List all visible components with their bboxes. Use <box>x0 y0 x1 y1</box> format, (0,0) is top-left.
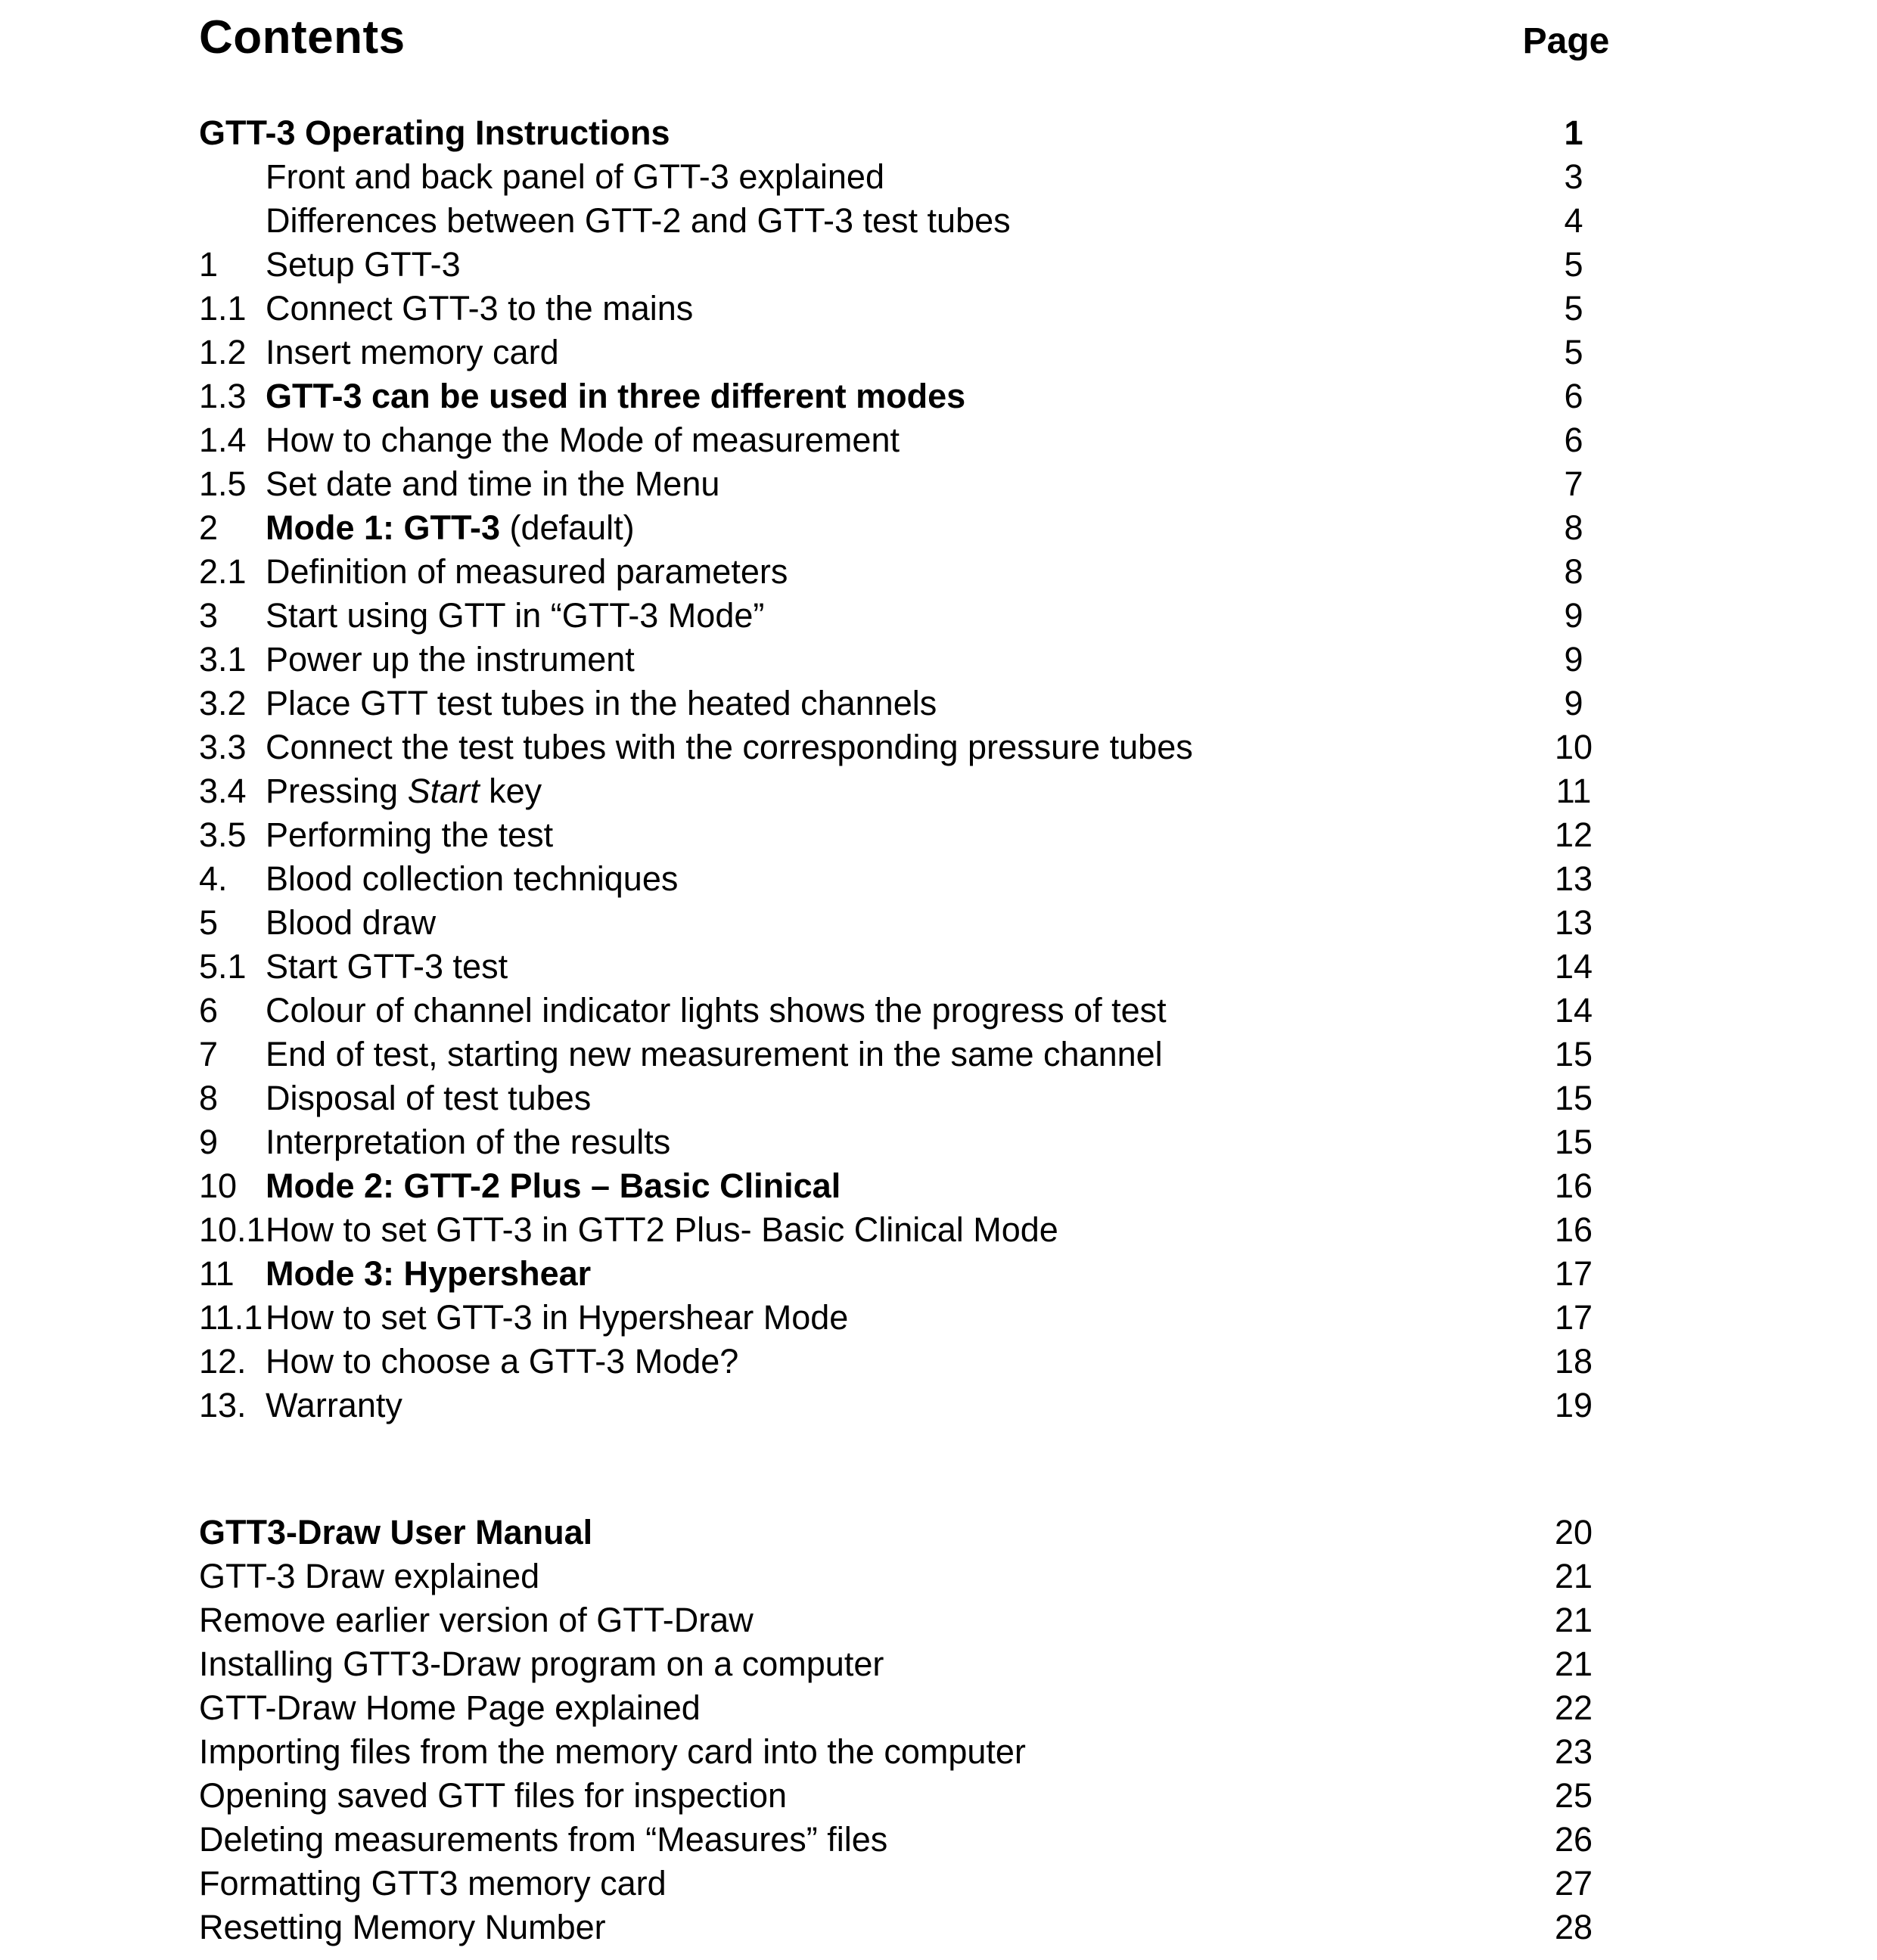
item-title <box>266 331 1524 374</box>
page-number: 21 <box>1554 1557 1593 1595</box>
item-title <box>266 1384 1524 1427</box>
toc-row <box>199 374 1623 418</box>
item-number: 3.2 <box>199 684 247 722</box>
toc-row <box>199 1296 1623 1340</box>
page-number: 12 <box>1554 815 1593 854</box>
item-title <box>266 418 1524 462</box>
page-number: 18 <box>1554 1342 1593 1381</box>
page-number: 6 <box>1564 377 1583 415</box>
toc-row <box>199 1555 1623 1598</box>
item-title <box>266 813 1524 857</box>
item-title <box>266 199 1524 243</box>
item-title <box>199 1642 1524 1686</box>
item-title <box>266 506 1524 550</box>
item-number: 2 <box>199 508 219 547</box>
item-number: 1.5 <box>199 464 247 503</box>
toc-row <box>199 813 1623 857</box>
item-title <box>266 1076 1524 1120</box>
toc-row <box>199 1686 1623 1730</box>
item-title <box>266 901 1524 945</box>
toc-row <box>199 1164 1623 1208</box>
item-title-segment: Performing the test <box>266 815 554 854</box>
item-title <box>199 1511 1524 1555</box>
item-number: 4. <box>199 859 228 898</box>
item-title <box>266 374 1524 418</box>
item-title-segment: Resetting Memory Number <box>199 1908 606 1946</box>
page-number: 22 <box>1554 1688 1593 1727</box>
toc-row <box>199 1774 1623 1818</box>
item-title-segment: Start using GTT in “GTT-3 Mode” <box>266 596 765 635</box>
page-number: 3 <box>1564 157 1583 196</box>
toc-row <box>199 1208 1623 1252</box>
item-title <box>199 1862 1524 1906</box>
item-title-segment: Front and back panel of GTT-3 explained <box>266 157 884 196</box>
item-number: 3.1 <box>199 640 247 679</box>
item-title-segment: Colour of channel indicator lights shows the progress of test <box>266 991 1167 1030</box>
page-number: 23 <box>1554 1732 1593 1771</box>
toc-row <box>199 901 1623 945</box>
item-title <box>199 1774 1524 1818</box>
toc-row <box>199 638 1623 682</box>
page-number: 26 <box>1554 1820 1593 1859</box>
item-title-segment: Definition of measured parameters <box>266 552 788 591</box>
toc-row <box>199 418 1623 462</box>
page-number: 15 <box>1554 1079 1593 1117</box>
page-number: 20 <box>1554 1513 1593 1552</box>
page-column-header: Page <box>1522 21 1610 61</box>
item-number: 10.1 <box>199 1210 266 1249</box>
item-title <box>266 1164 1524 1208</box>
item-title-segment: Start <box>407 772 480 810</box>
toc-section-operating-instructions <box>199 111 1623 1427</box>
item-title <box>266 287 1524 331</box>
item-title <box>199 1686 1524 1730</box>
page-number: 8 <box>1564 552 1583 591</box>
toc-section-draw-user-manual <box>199 1511 1623 1949</box>
item-title <box>199 1555 1524 1598</box>
page-number: 13 <box>1554 903 1593 942</box>
item-title-segment: Mode 1: GTT-3 <box>266 508 501 547</box>
toc-row <box>199 1818 1623 1862</box>
item-title <box>266 462 1524 506</box>
toc-row <box>199 155 1623 199</box>
item-number: 11 <box>199 1254 235 1293</box>
page-number: 17 <box>1554 1298 1593 1337</box>
page-number: 6 <box>1564 421 1583 459</box>
item-title-segment: Blood collection techniques <box>266 859 679 898</box>
toc-row <box>199 111 1623 155</box>
item-title <box>266 945 1524 989</box>
item-title <box>199 111 1524 155</box>
item-title-segment: GTT-Draw Home Page explained <box>199 1688 701 1727</box>
toc-row <box>199 945 1623 989</box>
page-number: 28 <box>1554 1908 1593 1946</box>
page-number: 5 <box>1564 333 1583 371</box>
item-number: 12. <box>199 1342 247 1381</box>
page-number: 5 <box>1564 289 1583 328</box>
item-number: 10 <box>199 1166 238 1205</box>
item-title <box>266 1208 1524 1252</box>
page-number: 7 <box>1564 464 1583 503</box>
item-number: 6 <box>199 991 219 1030</box>
toc-row <box>199 1730 1623 1774</box>
toc-row <box>199 462 1623 506</box>
item-title-segment: Connect the test tubes with the corresponding pressure tubes <box>266 728 1193 766</box>
toc-row <box>199 287 1623 331</box>
item-number: 3.3 <box>199 728 247 766</box>
item-title <box>266 682 1524 725</box>
page-number: 16 <box>1554 1210 1593 1249</box>
item-title <box>266 1252 1524 1296</box>
item-number: 3.5 <box>199 815 247 854</box>
item-title-segment: How to set GTT-3 in GTT2 Plus- Basic Clinical Mode <box>266 1210 1058 1249</box>
page-number: 16 <box>1554 1166 1593 1205</box>
item-number: 1.4 <box>199 421 247 459</box>
toc-row <box>199 1340 1623 1384</box>
item-title <box>266 1296 1524 1340</box>
item-number: 8 <box>199 1079 219 1117</box>
item-title-segment: GTT-3 Draw explained <box>199 1557 540 1595</box>
item-title <box>266 1340 1524 1384</box>
item-title <box>199 1598 1524 1642</box>
page-number: 14 <box>1554 947 1593 986</box>
item-title-segment: GTT-3 can be used in three different modes <box>266 377 966 415</box>
toc-row <box>199 1511 1623 1555</box>
item-title-segment: Installing GTT3-Draw program on a computer <box>199 1645 884 1683</box>
item-title-segment: Warranty <box>266 1386 402 1424</box>
item-title <box>199 1818 1524 1862</box>
toc-row <box>199 682 1623 725</box>
page-number: 25 <box>1554 1776 1593 1815</box>
item-title-segment: Importing files from the memory card into the computer <box>199 1732 1026 1771</box>
item-title-segment: Setup GTT-3 <box>266 245 461 284</box>
item-title-segment: Blood draw <box>266 903 437 942</box>
item-number: 9 <box>199 1123 219 1161</box>
page-number: 8 <box>1564 508 1583 547</box>
item-number: 5 <box>199 903 219 942</box>
toc-row <box>199 725 1623 769</box>
item-title <box>266 594 1524 638</box>
item-title <box>266 857 1524 901</box>
toc-row <box>199 594 1623 638</box>
page-number: 14 <box>1554 991 1593 1030</box>
item-title <box>266 1120 1524 1164</box>
page-number: 17 <box>1554 1254 1593 1293</box>
toc-row <box>199 506 1623 550</box>
item-title <box>266 155 1524 199</box>
item-number: 3 <box>199 596 219 635</box>
toc-row <box>199 1252 1623 1296</box>
page-number: 15 <box>1554 1035 1593 1073</box>
item-title-segment: Formatting GTT3 memory card <box>199 1864 667 1903</box>
item-number: 1.1 <box>199 289 247 328</box>
toc-row <box>199 1076 1623 1120</box>
page-number: 1 <box>1564 113 1583 152</box>
item-title-segment: GTT3-Draw User Manual <box>199 1513 593 1552</box>
page-title: Contents <box>199 11 406 64</box>
item-number: 1.3 <box>199 377 247 415</box>
item-title <box>266 243 1524 287</box>
toc-row <box>199 857 1623 901</box>
item-title-segment: Disposal of test tubes <box>266 1079 592 1117</box>
item-number: 11.1 <box>199 1298 263 1337</box>
item-number: 3.4 <box>199 772 247 810</box>
page-number: 15 <box>1554 1123 1593 1161</box>
toc-row <box>199 1906 1623 1949</box>
item-title-segment: Place GTT test tubes in the heated channels <box>266 684 937 722</box>
item-title-segment: Remove earlier version of GTT-Draw <box>199 1601 754 1639</box>
toc-row <box>199 989 1623 1033</box>
item-number: 1.2 <box>199 333 247 371</box>
toc-row <box>199 1384 1623 1427</box>
page-number: 13 <box>1554 859 1593 898</box>
item-title-segment: Interpretation of the results <box>266 1123 671 1161</box>
contents-header <box>199 11 1623 69</box>
page-number: 9 <box>1564 640 1583 679</box>
toc-row <box>199 1862 1623 1906</box>
item-title-segment: (default) <box>500 508 635 547</box>
toc-row <box>199 1033 1623 1076</box>
item-title-segment: How to choose a GTT-3 Mode? <box>266 1342 739 1381</box>
item-number: 13. <box>199 1386 247 1424</box>
item-title-segment: Pressing <box>266 772 408 810</box>
item-title <box>266 725 1524 769</box>
item-title-segment: End of test, starting new measurement in the same channel <box>266 1035 1163 1073</box>
toc-row <box>199 243 1623 287</box>
item-title-segment: GTT-3 Operating Instructions <box>199 113 670 152</box>
toc-row <box>199 331 1623 374</box>
item-title-segment: Opening saved GTT files for inspection <box>199 1776 788 1815</box>
item-title-segment: Insert memory card <box>266 333 559 371</box>
toc-row <box>199 1598 1623 1642</box>
page-number: 4 <box>1564 201 1583 240</box>
page-number: 9 <box>1564 596 1583 635</box>
item-title <box>199 1730 1524 1774</box>
item-title-segment: Deleting measurements from “Measures” files <box>199 1820 888 1859</box>
item-title-segment: Start GTT-3 test <box>266 947 508 986</box>
item-title-segment: How to set GTT-3 in Hypershear Mode <box>266 1298 849 1337</box>
item-title <box>266 1033 1524 1076</box>
page-number: 9 <box>1564 684 1583 722</box>
toc-row <box>199 769 1623 813</box>
item-number: 7 <box>199 1035 219 1073</box>
page-number: 10 <box>1554 728 1593 766</box>
toc-row <box>199 1120 1623 1164</box>
item-title <box>266 550 1524 594</box>
page-number: 27 <box>1554 1864 1593 1903</box>
page-number: 19 <box>1554 1386 1593 1424</box>
page-number: 11 <box>1555 772 1592 810</box>
item-title-segment: Mode 3: Hypershear <box>266 1254 592 1293</box>
item-title-segment: Power up the instrument <box>266 640 635 679</box>
item-title <box>266 769 1524 813</box>
item-title <box>266 989 1524 1033</box>
page-number: 5 <box>1564 245 1583 284</box>
item-title-segment: Set date and time in the Menu <box>266 464 720 503</box>
toc-row <box>199 1642 1623 1686</box>
item-title-segment: key <box>479 772 542 810</box>
item-number: 5.1 <box>199 947 247 986</box>
item-title <box>199 1906 1524 1949</box>
item-title-segment: Connect GTT-3 to the mains <box>266 289 694 328</box>
item-title-segment: Differences between GTT-2 and GTT-3 test tubes <box>266 201 1011 240</box>
item-title-segment: How to change the Mode of measurement <box>266 421 900 459</box>
page-number: 21 <box>1554 1645 1593 1683</box>
item-title-segment: Mode 2: GTT-2 Plus – Basic Clinical <box>266 1166 841 1205</box>
item-number: 1 <box>199 245 219 284</box>
toc-row <box>199 199 1623 243</box>
item-title <box>266 638 1524 682</box>
page-number: 21 <box>1554 1601 1593 1639</box>
item-number: 2.1 <box>199 552 247 591</box>
toc-row <box>199 550 1623 594</box>
